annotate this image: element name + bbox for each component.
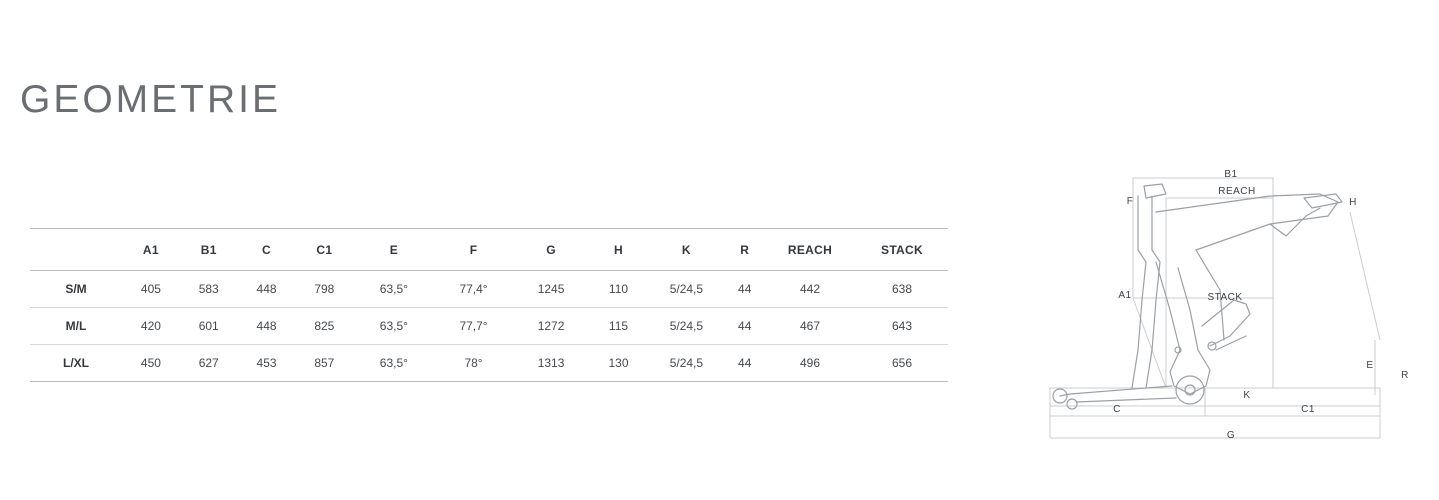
diagram-label-a1: A1 [1118, 290, 1132, 301]
diagram-label-stack: STACK [1207, 292, 1243, 303]
column-header-f: F [469, 242, 478, 257]
cell-b1: 627 [198, 356, 219, 370]
cell-f: 78° [464, 356, 483, 370]
diagram-label-g: G [1226, 430, 1236, 441]
diagram-label-c1: C1 [1301, 404, 1315, 415]
column-header-b1: B1 [200, 242, 217, 257]
cell-stack: 656 [891, 356, 913, 370]
column-header-size [30, 229, 122, 271]
column-header-g: G [546, 242, 556, 257]
cell-r: 44 [738, 319, 752, 333]
diagram-label-c: C [1113, 404, 1121, 415]
cell-b1: 583 [198, 282, 219, 296]
cell-h: 115 [608, 319, 629, 333]
cell-stack: 638 [891, 282, 913, 296]
cell-c: 448 [256, 319, 277, 333]
geometry-table [30, 228, 948, 382]
diagram-label-e: E [1366, 360, 1374, 371]
cell-c1: 798 [314, 282, 335, 296]
column-header-e: E [389, 242, 399, 257]
diagram-label-f: F [1126, 196, 1134, 207]
column-header-c: C [262, 242, 272, 257]
cell-reach: 467 [799, 319, 821, 333]
column-header-r: R [740, 242, 750, 257]
cell-b1: 601 [198, 319, 219, 333]
table-row [30, 271, 948, 308]
row-size-label: M/L [65, 319, 87, 333]
table-row [30, 308, 948, 345]
column-header-k: K [681, 242, 691, 257]
row-size-label: L/XL [63, 356, 89, 370]
cell-h: 110 [608, 282, 629, 296]
cell-g: 1313 [537, 356, 565, 370]
cell-g: 1272 [537, 319, 565, 333]
column-header-stack: STACK [881, 242, 923, 257]
cell-c: 448 [256, 282, 277, 296]
cell-c: 453 [256, 356, 277, 370]
diagram-label-b1: B1 [1224, 169, 1238, 180]
cell-a1: 420 [140, 319, 161, 333]
geometry-table-container [30, 228, 948, 382]
cell-f: 77,7° [459, 319, 488, 333]
cell-reach: 442 [799, 282, 821, 296]
diagram-label-h: H [1349, 197, 1357, 208]
cell-h: 130 [608, 356, 629, 370]
column-header-a1: A1 [142, 242, 159, 257]
cell-k: 5/24,5 [669, 356, 704, 370]
diagram-label-r: R [1401, 370, 1409, 381]
cell-k: 5/24,5 [669, 319, 704, 333]
cell-stack: 643 [891, 319, 913, 333]
cell-r: 44 [738, 356, 752, 370]
cell-k: 5/24,5 [669, 282, 704, 296]
cell-reach: 496 [799, 356, 821, 370]
table-row [30, 345, 948, 382]
table-body [30, 271, 948, 382]
table-header-row [30, 229, 948, 271]
column-header-reach: REACH [787, 242, 833, 257]
cell-e: 63,5° [379, 356, 408, 370]
page-title: GEOMETRIE [20, 78, 282, 121]
cell-c1: 857 [314, 356, 335, 370]
column-header-c1: C1 [316, 242, 333, 257]
cell-c1: 825 [314, 319, 335, 333]
table-header [30, 229, 948, 271]
cell-g: 1245 [537, 282, 565, 296]
cell-e: 63,5° [379, 319, 408, 333]
cell-r: 44 [738, 282, 752, 296]
cell-f: 77,4° [459, 282, 488, 296]
cell-e: 63,5° [379, 282, 408, 296]
bike-geometry-diagram [1020, 150, 1430, 470]
diagram-label-k: K [1243, 390, 1251, 401]
row-size-label: S/M [65, 282, 87, 296]
column-header-h: H [614, 242, 623, 257]
cell-a1: 450 [140, 356, 161, 370]
diagram-label-reach: REACH [1218, 186, 1256, 197]
cell-a1: 405 [140, 282, 161, 296]
